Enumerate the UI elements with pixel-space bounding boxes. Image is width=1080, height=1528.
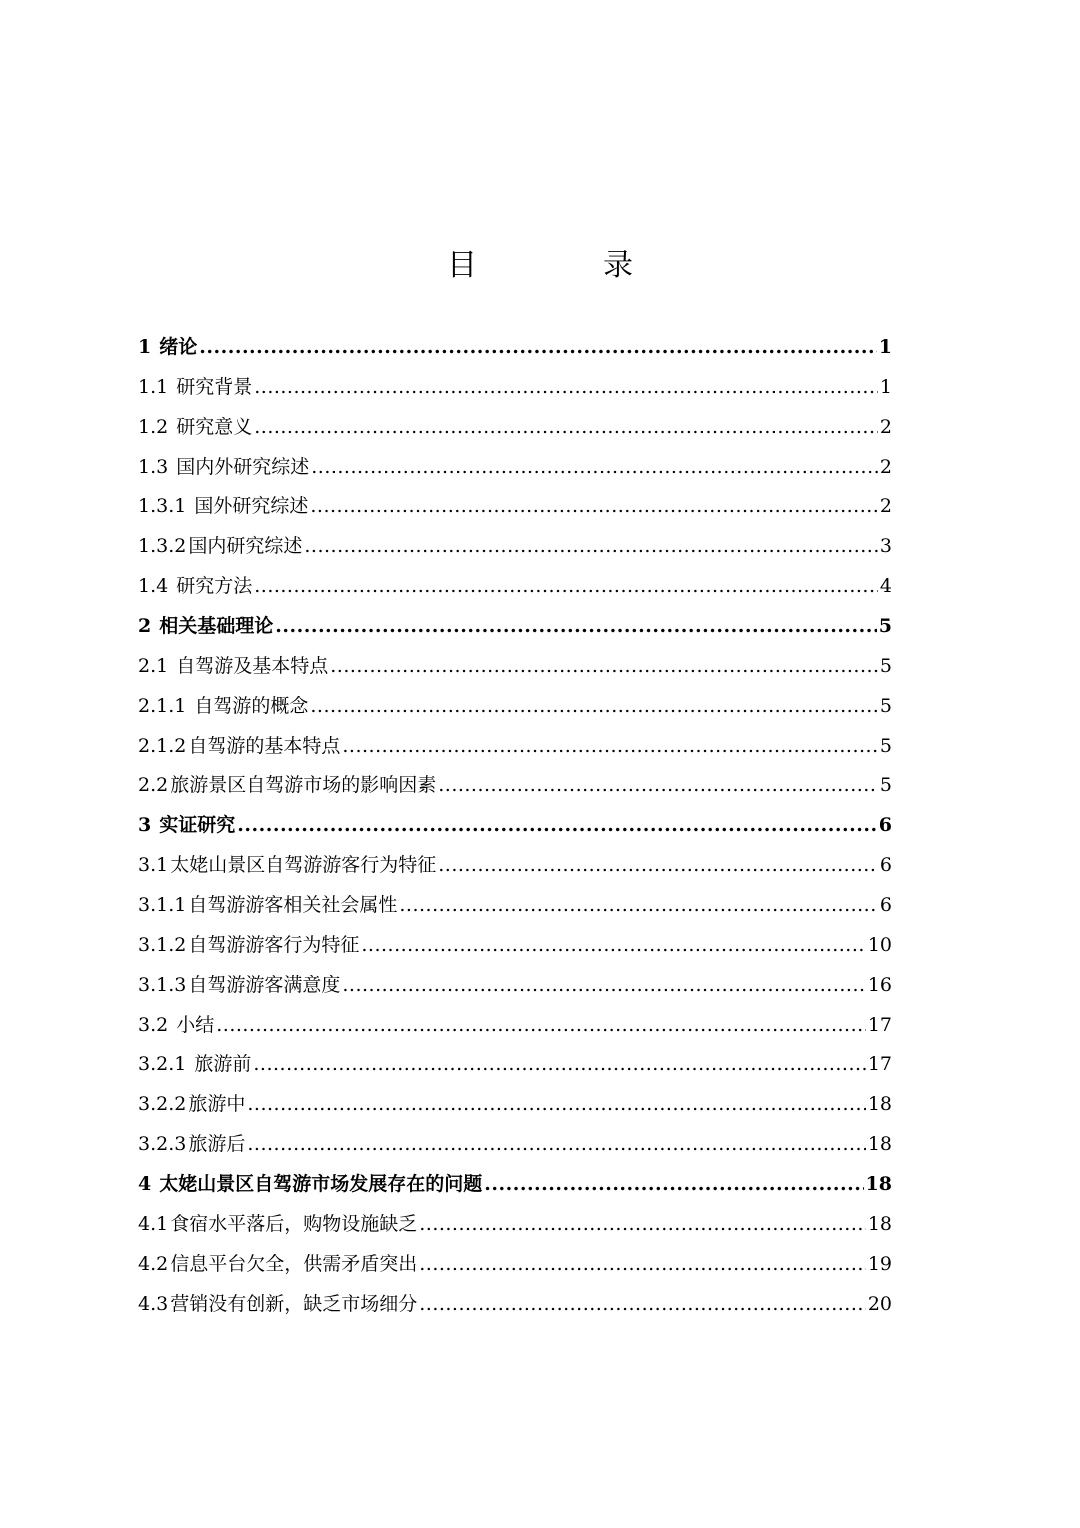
toc-entry-number: 3.2.2 [138, 1093, 187, 1116]
toc-entry-number: 2.1 [138, 654, 169, 677]
toc-entry-page-number: 5 [879, 734, 892, 757]
toc-entry-page-number: 1 [878, 336, 892, 358]
toc-entry-title: 食宿水平落后，购物设施缺乏 [170, 1212, 418, 1235]
toc-dot-leader [330, 647, 878, 687]
toc-dot-leader [399, 886, 878, 926]
toc-entry-page-number: 6 [879, 854, 892, 877]
toc-entry-number: 1.3.1 [138, 495, 187, 518]
toc-entry-title: 自驾游游客满意度 [188, 973, 341, 996]
toc-entry-title: 国内研究综述 [188, 535, 303, 558]
toc-entry-title: 旅游中 [188, 1093, 246, 1116]
toc-dot-leader [361, 926, 865, 966]
toc-entry[interactable] [138, 448, 892, 488]
toc-entry[interactable] [138, 806, 892, 846]
toc-entry[interactable] [138, 846, 892, 886]
toc-entry-number: 4 [138, 1173, 152, 1196]
toc-entry-number: 4.2 [138, 1252, 169, 1275]
toc-dot-leader [237, 806, 877, 846]
toc-dot-leader [216, 1006, 866, 1046]
toc-entry-page-number: 19 [867, 1252, 892, 1275]
toc-entry-number: 1.3.2 [138, 535, 187, 558]
toc-entry-number: 2 [138, 615, 152, 638]
toc-entry-title: 旅游景区自驾游市场的影响因素 [170, 774, 437, 797]
toc-entry-title: 太姥山景区自驾游市场发展存在的问题 [159, 1173, 483, 1196]
toc-entry[interactable] [138, 1125, 892, 1165]
toc-entry-page-number: 10 [867, 933, 892, 956]
toc-entry-number: 1.2 [138, 415, 169, 438]
toc-entry-title: 研究方法 [176, 575, 253, 598]
toc-entry-title: 自驾游及基本特点 [176, 654, 329, 677]
toc-entry-page-number: 5 [878, 615, 892, 638]
toc-entry[interactable] [138, 1006, 892, 1046]
toc-entry-page-number: 2 [879, 495, 892, 518]
toc-entry-number: 3.1.1 [138, 894, 187, 917]
toc-entry-title: 研究背景 [176, 375, 253, 398]
toc-entry[interactable] [138, 766, 892, 806]
toc-dot-leader [304, 527, 878, 567]
toc-entry[interactable] [138, 408, 892, 448]
toc-dot-leader [275, 607, 877, 647]
toc-entry-number: 3.2 [138, 1013, 169, 1036]
page-title: 目 录 [447, 248, 681, 283]
toc-entry-number: 3.2.1 [138, 1053, 187, 1076]
toc-entry[interactable] [138, 647, 892, 687]
toc-dot-leader [438, 766, 878, 806]
toc-entry-page-number: 6 [878, 814, 892, 837]
toc-dot-leader [254, 408, 878, 448]
toc-entry[interactable] [138, 328, 892, 368]
toc-entry-number: 2.1.1 [138, 694, 187, 717]
toc-entry-title: 小结 [176, 1013, 215, 1036]
toc-entry-page-number: 2 [879, 455, 892, 478]
toc-entry-number: 3.1 [138, 854, 169, 877]
toc-dot-leader [342, 966, 865, 1006]
toc-dot-leader [254, 567, 878, 607]
toc-entry-page-number: 5 [879, 654, 892, 677]
toc-entry-page-number: 18 [867, 1133, 892, 1156]
toc-entry-page-number: 20 [867, 1292, 892, 1315]
toc-entry-title: 国外研究综述 [194, 495, 309, 518]
toc-dot-leader [342, 727, 878, 767]
toc-entry[interactable] [138, 1245, 892, 1285]
toc-entry-page-number: 17 [867, 1053, 892, 1076]
table-of-contents [138, 328, 892, 1324]
toc-entry[interactable] [138, 687, 892, 727]
toc-entry-number: 3.1.2 [138, 933, 187, 956]
toc-dot-leader [199, 328, 877, 368]
toc-dot-leader [311, 448, 878, 488]
toc-dot-leader [419, 1205, 866, 1245]
toc-entry-title: 营销没有创新，缺乏市场细分 [170, 1292, 418, 1315]
toc-entry-page-number: 18 [865, 1173, 892, 1196]
toc-entry-title: 自驾游游客行为特征 [188, 933, 360, 956]
toc-entry-number: 3.1.3 [138, 973, 187, 996]
toc-entry[interactable] [138, 1205, 892, 1245]
toc-entry-page-number: 17 [867, 1013, 892, 1036]
toc-entry-title: 自驾游的概念 [194, 694, 309, 717]
toc-entry[interactable] [138, 926, 892, 966]
toc-entry-title: 自驾游游客相关社会属性 [188, 894, 398, 917]
toc-entry-title: 实证研究 [159, 814, 236, 837]
toc-entry-page-number: 5 [879, 694, 892, 717]
toc-entry[interactable] [138, 1085, 892, 1125]
toc-dot-leader [419, 1245, 866, 1285]
toc-dot-leader [310, 487, 878, 527]
toc-entry-page-number: 1 [879, 375, 892, 398]
toc-entry[interactable] [138, 567, 892, 607]
toc-entry-title: 绪论 [159, 336, 198, 358]
toc-dot-leader [438, 846, 878, 886]
toc-entry-page-number: 2 [879, 415, 892, 438]
toc-entry-number: 1.4 [138, 575, 169, 598]
toc-dot-leader [419, 1285, 866, 1325]
toc-entry[interactable] [138, 527, 892, 567]
toc-entry-number: 2.1.2 [138, 734, 187, 757]
toc-entry-number: 4.1 [138, 1212, 169, 1235]
toc-dot-leader [484, 1165, 863, 1205]
toc-entry[interactable] [138, 368, 892, 408]
toc-entry[interactable] [138, 607, 892, 647]
toc-entry-number: 2.2 [138, 774, 169, 797]
toc-dot-leader [310, 687, 878, 727]
toc-entry[interactable] [138, 886, 892, 926]
toc-entry-page-number: 4 [879, 575, 892, 598]
toc-dot-leader [253, 1045, 865, 1085]
toc-entry[interactable] [138, 966, 892, 1006]
toc-entry-page-number: 18 [867, 1093, 892, 1116]
toc-entry[interactable] [138, 1165, 892, 1205]
toc-dot-leader [254, 368, 878, 408]
toc-entry[interactable] [138, 727, 892, 767]
toc-entry-number: 3 [138, 814, 152, 837]
toc-entry-page-number: 18 [867, 1212, 892, 1235]
toc-dot-leader [247, 1085, 865, 1125]
toc-entry-number: 4.3 [138, 1292, 169, 1315]
toc-dot-leader [247, 1125, 865, 1165]
toc-entry-page-number: 3 [879, 535, 892, 558]
toc-entry[interactable] [138, 1045, 892, 1085]
toc-entry-title: 信息平台欠全，供需矛盾突出 [170, 1252, 418, 1275]
toc-entry-number: 1 [138, 336, 152, 358]
toc-entry[interactable] [138, 487, 892, 527]
toc-entry-number: 1.1 [138, 375, 169, 398]
toc-entry-page-number: 5 [879, 774, 892, 797]
toc-entry-page-number: 6 [879, 894, 892, 917]
toc-entry-page-number: 16 [867, 973, 892, 996]
toc-entry-title: 研究意义 [176, 415, 253, 438]
toc-entry-title: 相关基础理论 [159, 615, 274, 638]
toc-entry-number: 1.3 [138, 455, 169, 478]
toc-entry[interactable] [138, 1285, 892, 1325]
toc-entry-title: 国内外研究综述 [176, 455, 310, 478]
toc-entry-title: 自驾游的基本特点 [188, 734, 341, 757]
toc-entry-number: 3.2.3 [138, 1133, 187, 1156]
toc-entry-title: 太姥山景区自驾游游客行为特征 [170, 854, 437, 877]
toc-entry-title: 旅游后 [188, 1133, 246, 1156]
toc-entry-title: 旅游前 [194, 1053, 252, 1076]
